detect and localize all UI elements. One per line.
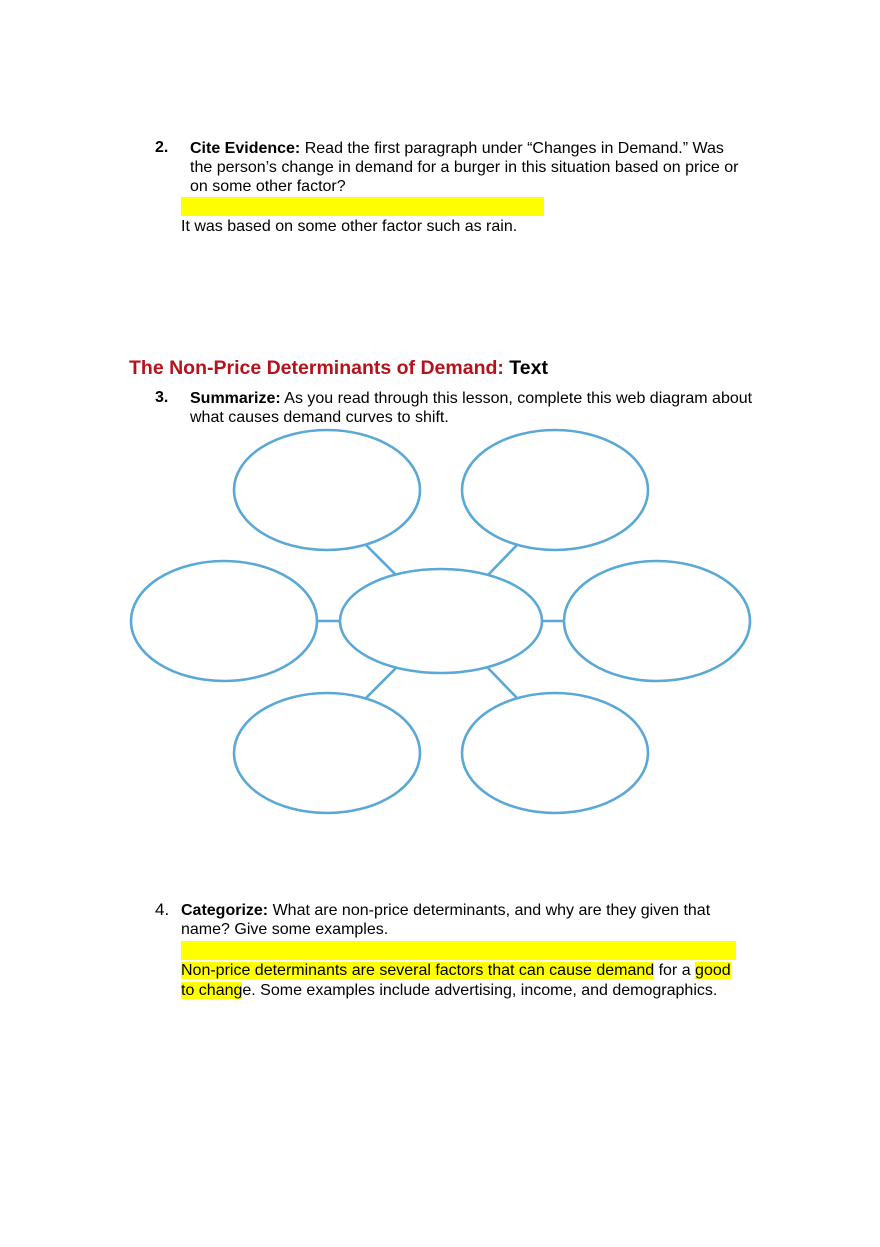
diagram-node-middle-left[interactable] — [131, 561, 317, 681]
question-3-label: Summarize: — [190, 390, 281, 407]
connector-top-left — [366, 545, 396, 575]
diagram-node-top-left[interactable] — [234, 430, 420, 550]
section-title-colored: The Non-Price Determinants of Demand: — [129, 357, 504, 379]
question-2-answer[interactable]: It was based on some other factor such as rain. — [181, 218, 518, 235]
diagram-node-middle-right[interactable] — [564, 561, 750, 681]
diagram-node-bottom-left[interactable] — [234, 693, 420, 813]
section-title-suffix: Text — [503, 357, 548, 379]
question-2-label: Cite Evidence: — [190, 140, 301, 157]
connector-bottom-left — [366, 668, 396, 698]
connector-bottom-right — [488, 668, 517, 698]
question-2-text: Read the first paragraph under “Changes in Demand.” Was the person’s change in demand for a burger in this situation based on price or on some other factor? — [190, 140, 739, 195]
diagram-node-center[interactable] — [340, 569, 542, 673]
question-2-number: 2. — [155, 139, 169, 156]
answer-plain-1: for a — [654, 962, 696, 979]
question-4-text: What are non-price determinants, and why are they given that name? Give some examples. — [181, 902, 711, 938]
question-3-number: 3. — [155, 389, 169, 406]
question-4-number: 4. — [155, 900, 170, 919]
question-3-text: As you read through this lesson, complete this web diagram about what causes demand curves to shift. — [190, 390, 753, 426]
diagram-node-top-right[interactable] — [462, 430, 648, 550]
connector-top-right — [488, 545, 517, 575]
question-4-answer[interactable] — [181, 961, 746, 1001]
answer-highlight-2: good to chang — [181, 962, 731, 999]
diagram-node-bottom-right[interactable] — [462, 693, 648, 813]
question-4-prompt — [181, 901, 741, 939]
question-4-answer-highlight — [181, 941, 736, 960]
question-4-label: Categorize: — [181, 902, 269, 919]
answer-plain-2: e. Some examples include advertising, income, and demographics. — [242, 982, 718, 999]
answer-highlight-1: Non-price determinants are several factors that can cause demand — [181, 962, 655, 979]
